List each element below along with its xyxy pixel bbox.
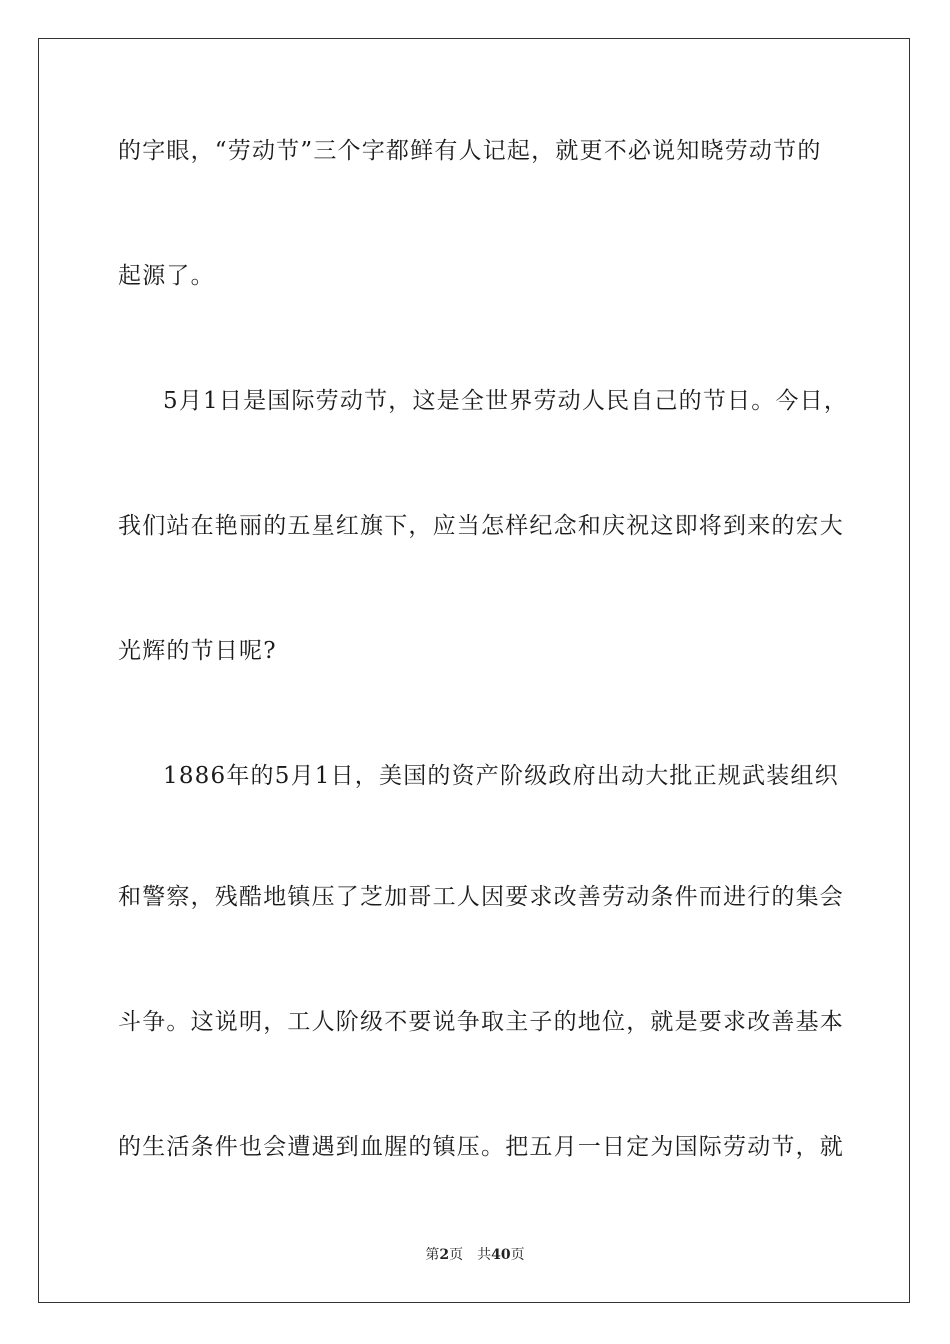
page-suffix: 页	[449, 1247, 464, 1263]
text-line-2: 起源了。	[118, 263, 215, 289]
total-suffix: 页	[510, 1247, 525, 1263]
text-line-1: 的字眼，“劳动节”三个字都鲜有人记起，就更不必说知晓劳动节的	[118, 138, 822, 164]
total-pages: 40	[491, 1247, 511, 1263]
text-line-8: 斗争。这说明，工人阶级不要说争取主子的地位，就是要求改善基本	[118, 1009, 844, 1035]
text-line-7: 和警察，残酷地镇压了芝加哥工人因要求改善劳动条件而进行的集会	[118, 884, 844, 910]
text-line-9: 的生活条件也会遭遇到血腥的镇压。把五月一日定为国际劳动节，就	[118, 1134, 844, 1160]
page-prefix: 第	[425, 1247, 440, 1263]
text-line-6: 1886年的5月1日，美国的资产阶级政府出动大批正规武装组织	[163, 763, 839, 789]
text-line-3: 5月1日是国际劳动节，这是全世界劳动人民自己的节日。今日，	[163, 388, 849, 414]
text-line-5: 光辉的节日呢?	[118, 638, 277, 664]
page-footer	[0, 1246, 950, 1264]
text-line-4: 我们站在艳丽的五星红旗下，应当怎样纪念和庆祝这即将到来的宏大	[118, 513, 844, 539]
page-number: 2	[439, 1247, 450, 1263]
total-prefix: 共	[477, 1247, 492, 1263]
page-border	[38, 38, 910, 1303]
